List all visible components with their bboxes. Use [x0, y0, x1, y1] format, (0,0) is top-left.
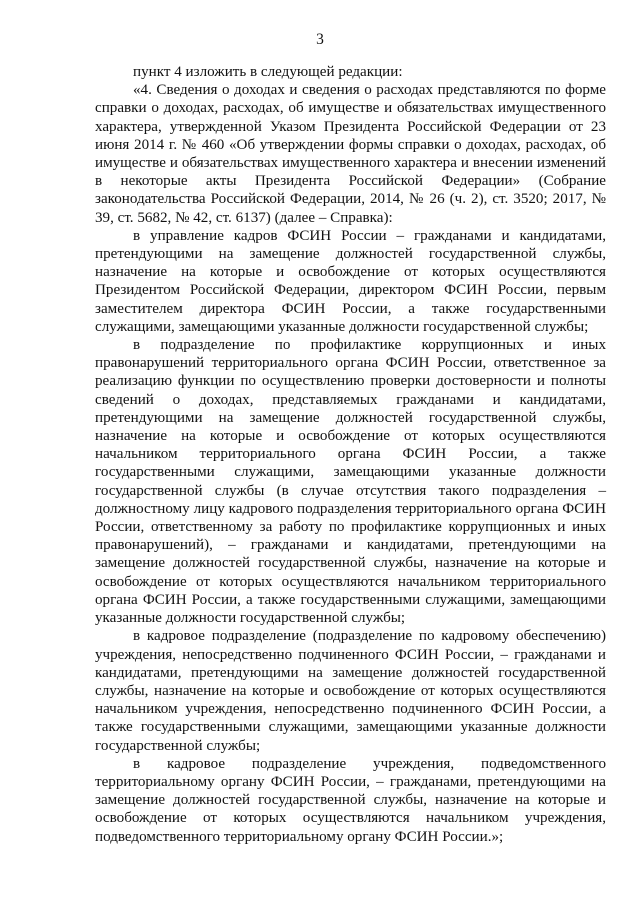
- paragraph-item-4: «4. Сведения о доходах и сведения о расходах представляются по форме справки о доходах, расходах, об имуществе и обязательствах имущественного характера, утвержденной Указом Президента Российской Федерации от 23 июня 2014 г. № 460 «Об утверждении формы справки о доходах, расходах, об имуществе и обязательствах имущественного характера и внесении изменений в некоторые акты Президента Российской Федерации» (Собрание законодательства Российской Федерации, 2014, № 26 (ч. 2), ст. 3520; 2017, № 39, ст. 5682, № 42, ст. 6137) (далее – Справка):: [95, 82, 606, 226]
- document-body: [95, 63, 606, 846]
- page-number: 3: [316, 31, 324, 48]
- paragraph-subordinate-institution: в кадровое подразделение (подразделение по кадровому обеспечению) учреждения, непосредственно подчиненного ФСИН России, – гражданами и кандидатами, претендующими на замещение должностей государственной службы, назначение на которые и освобождение от которых осуществляются начальником учреждения, непосредственно подчиненного ФСИН России, а также государственными служащими, замещающими указанные должности государственной службы;: [95, 628, 606, 754]
- paragraph-intro: пункт 4 изложить в следующей редакции:: [133, 64, 403, 80]
- paragraph-anticorruption-unit: в подразделение по профилактике коррупционных и иных правонарушений территориального органа ФСИН России, ответственное за реализацию функции по осуществлению проверки достоверности и полноты сведений о доходах, представляемых гражданами и кандидатами, претендующими на замещение должностей государственной службы, назначение на которые и освобождение от которых осуществляются начальником территориального органа ФСИН России, а также государственными служащими, замещающими указанные должности государственной службы (в случае отсутствия такого подразделения – должностному лицу кадрового подразделения территориального органа ФСИН России, ответственному за работу по профилактике коррупционных и иных правонарушений), – гражданами и кандидатами, претендующими на замещение должностей государственной службы, назначение на которые и освобождение от которых осуществляются начальником территориального органа ФСИН России, а также государственными служащими, замещающими указанные должности государственной службы;: [95, 337, 606, 627]
- paragraph-personnel-department: в управление кадров ФСИН России – гражданами и кандидатами, претендующими на замещение должностей государственной службы, назначение на которые и освобождение от которых осуществляются Президентом Российской Федерации, директором ФСИН России, первым заместителем директора ФСИН России, а также государственными служащими, замещающими указанные должности государственной службы;: [95, 227, 606, 335]
- paragraph-territorial-institution: в кадровое подразделение учреждения, подведомственного территориальному органу ФСИН России, – гражданами, претендующими на замещение должностей государственной службы, назначение на которые и освобождение от которых осуществляются начальником учреждения, подведомственного территориальному органу ФСИН России.»;: [95, 755, 606, 845]
